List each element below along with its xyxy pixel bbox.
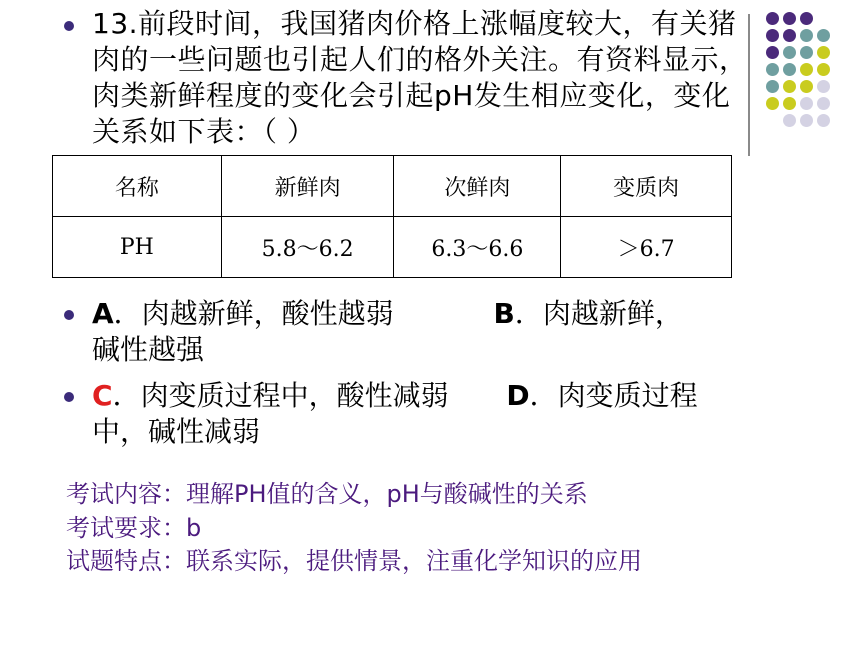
- option-a-text: ．肉越新鲜，酸性越弱: [113, 297, 394, 330]
- dot: [783, 97, 796, 110]
- bullet-question: [64, 21, 74, 31]
- decorative-divider: [748, 14, 750, 156]
- dot: [800, 46, 813, 59]
- dot: [800, 80, 813, 93]
- table-header-cell: 新鲜肉: [221, 156, 394, 217]
- table-header-cell: 变质肉: [561, 156, 732, 217]
- dot: [800, 114, 813, 127]
- table-header-cell: 次鲜肉: [394, 156, 561, 217]
- table-header-row: [53, 156, 732, 217]
- ph-table: [52, 155, 732, 278]
- dot: [783, 29, 796, 42]
- dot: [800, 29, 813, 42]
- dot: [817, 114, 830, 127]
- dot: [766, 80, 779, 93]
- table-cell: 5.8～6.2: [221, 217, 394, 278]
- table-cell: ＞6.7: [561, 217, 732, 278]
- option-d-continuation: 中，碱性减弱: [92, 415, 261, 448]
- dot: [817, 80, 830, 93]
- exam-requirement: 考试要求：b: [66, 514, 202, 542]
- dot: [800, 12, 813, 25]
- option-b-continuation: 碱性越强: [92, 333, 205, 366]
- dot: [766, 97, 779, 110]
- option-b-letter: B: [493, 297, 515, 330]
- option-a-letter: A: [92, 297, 114, 330]
- option-d-letter: D: [506, 379, 530, 412]
- table-row: [53, 217, 732, 278]
- option-ab-line: [92, 296, 772, 332]
- bullet-option-cd: [64, 392, 74, 402]
- dot: [783, 114, 796, 127]
- dot: [817, 97, 830, 110]
- dot: [817, 46, 830, 59]
- dot: [783, 12, 796, 25]
- dot: [783, 80, 796, 93]
- exam-feature: 试题特点：联系实际，提供情景，注重化学知识的应用: [66, 547, 642, 575]
- bullet-option-ab: [64, 310, 74, 320]
- dot: [783, 46, 796, 59]
- decorative-dot-grid: [766, 12, 856, 142]
- table-cell: PH: [53, 217, 222, 278]
- dot: [766, 29, 779, 42]
- dot: [800, 97, 813, 110]
- option-cd-line: [92, 378, 772, 414]
- option-c-text: ．肉变质过程中，酸性减弱: [112, 379, 449, 412]
- question-text: 13.前段时间，我国猪肉价格上涨幅度较大，有关猪肉的一些问题也引起人们的格外关注。有资料显示，肉类新鲜程度的变化会引起pH发生相应变化，变化关系如下表：（ ）: [92, 7, 748, 148]
- option-b-text: ．肉越新鲜，: [514, 297, 683, 330]
- dot: [766, 12, 779, 25]
- table-header-cell: 名称: [53, 156, 222, 217]
- option-c-letter: C: [92, 379, 113, 412]
- dot: [800, 63, 813, 76]
- dot: [766, 63, 779, 76]
- table-cell: 6.3～6.6: [394, 217, 561, 278]
- dot: [783, 63, 796, 76]
- dot: [817, 29, 830, 42]
- exam-content: 考试内容：理解PH值的含义，pH与酸碱性的关系: [66, 480, 588, 508]
- dot: [766, 46, 779, 59]
- dot: [817, 63, 830, 76]
- option-d-text: ．肉变质过程: [529, 379, 698, 412]
